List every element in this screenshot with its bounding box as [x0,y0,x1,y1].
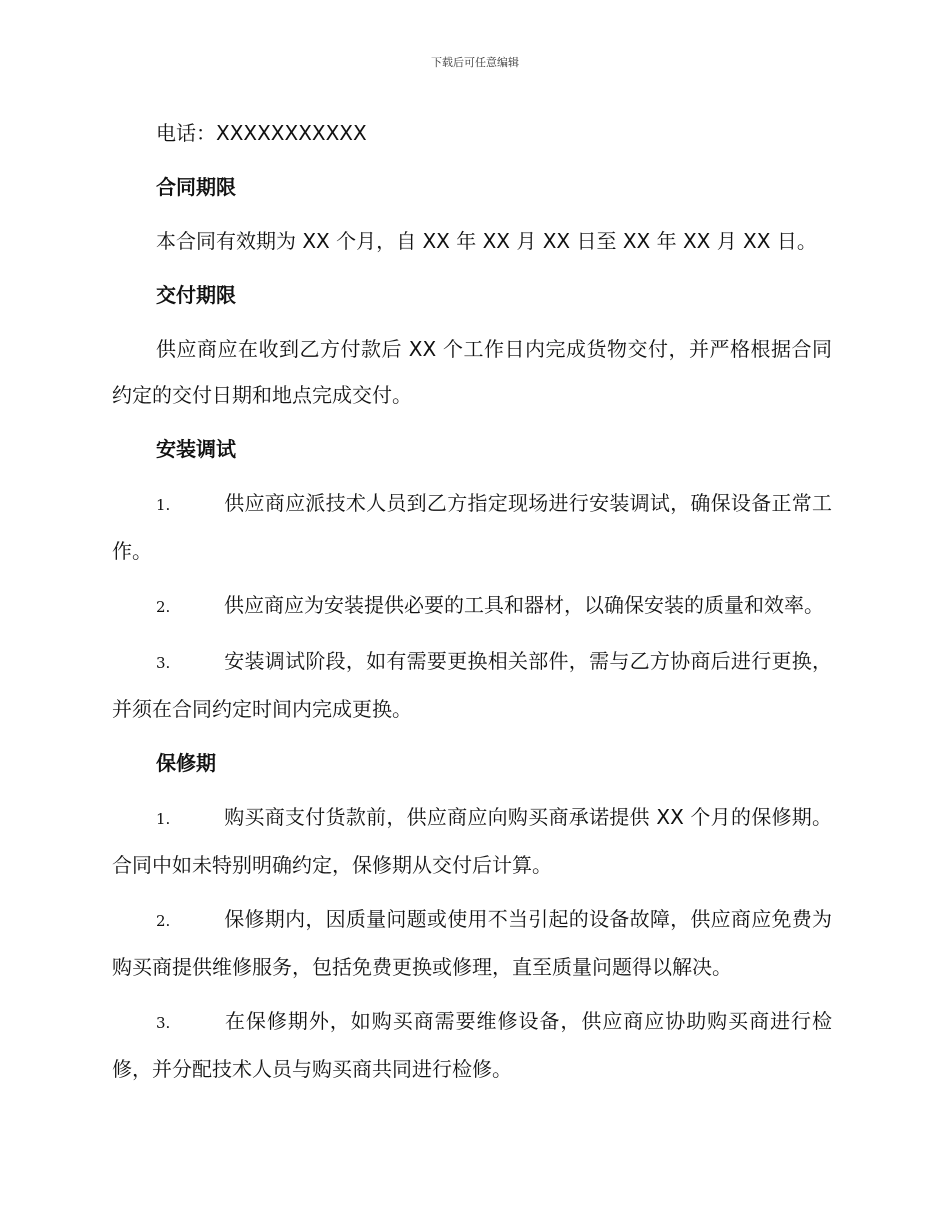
warranty-item-2 [112,896,832,990]
phone-line: 电话：XXXXXXXXXXX [156,121,367,145]
item-number: 3. [156,654,171,672]
item-text: 购买商支付货款前，供应商应向购买商承诺提供 XX 个月的保修期。合同中如未特别明确约定，保修期从交付后计算。 [112,805,832,877]
item-number: 3. [156,1014,171,1032]
warranty-item-3 [112,998,832,1092]
item-number: 1. [156,496,171,514]
installation-item-2 [112,582,832,630]
item-text: 保修期内，因质量问题或使用不当引起的设备故障，供应商应免费为购买商提供维修服务，包括免费更换或修理，直至质量问题得以解决。 [112,907,832,979]
section-title-contract-term: 合同期限 [156,175,236,199]
item-number: 2. [156,598,171,616]
installation-item-1 [112,480,832,574]
item-number: 1. [156,810,171,828]
item-text: 安装调试阶段，如有需要更换相关部件，需与乙方协商后进行更换，并须在合同约定时间内完成更换。 [112,649,832,721]
section-text-contract-term: 本合同有效期为 XX 个月，自 XX 年 XX 月 XX 日至 XX 年 XX 月 XX 日。 [156,229,817,253]
document-body [112,110,832,1100]
section-title-installation: 安装调试 [156,437,236,461]
section-title-delivery-term: 交付期限 [156,283,236,307]
item-text: 在保修期外，如购买商需要维修设备，供应商应协助购买商进行检修，并分配技术人员与购买商共同进行检修。 [112,1009,832,1081]
section-text-delivery-term: 供应商应在收到乙方付款后 XX 个工作日内完成货物交付，并严格根据合同约定的交付日期和地点完成交付。 [112,337,832,407]
header-note: 下载后可任意编辑 [431,56,519,69]
warranty-item-1 [112,794,832,888]
item-number: 2. [156,912,171,930]
section-title-warranty: 保修期 [156,751,216,775]
installation-item-3 [112,638,832,732]
item-text: 供应商应派技术人员到乙方指定现场进行安装调试，确保设备正常工作。 [112,491,832,563]
item-text: 供应商应为安装提供必要的工具和器材，以确保安装的质量和效率。 [224,593,824,617]
